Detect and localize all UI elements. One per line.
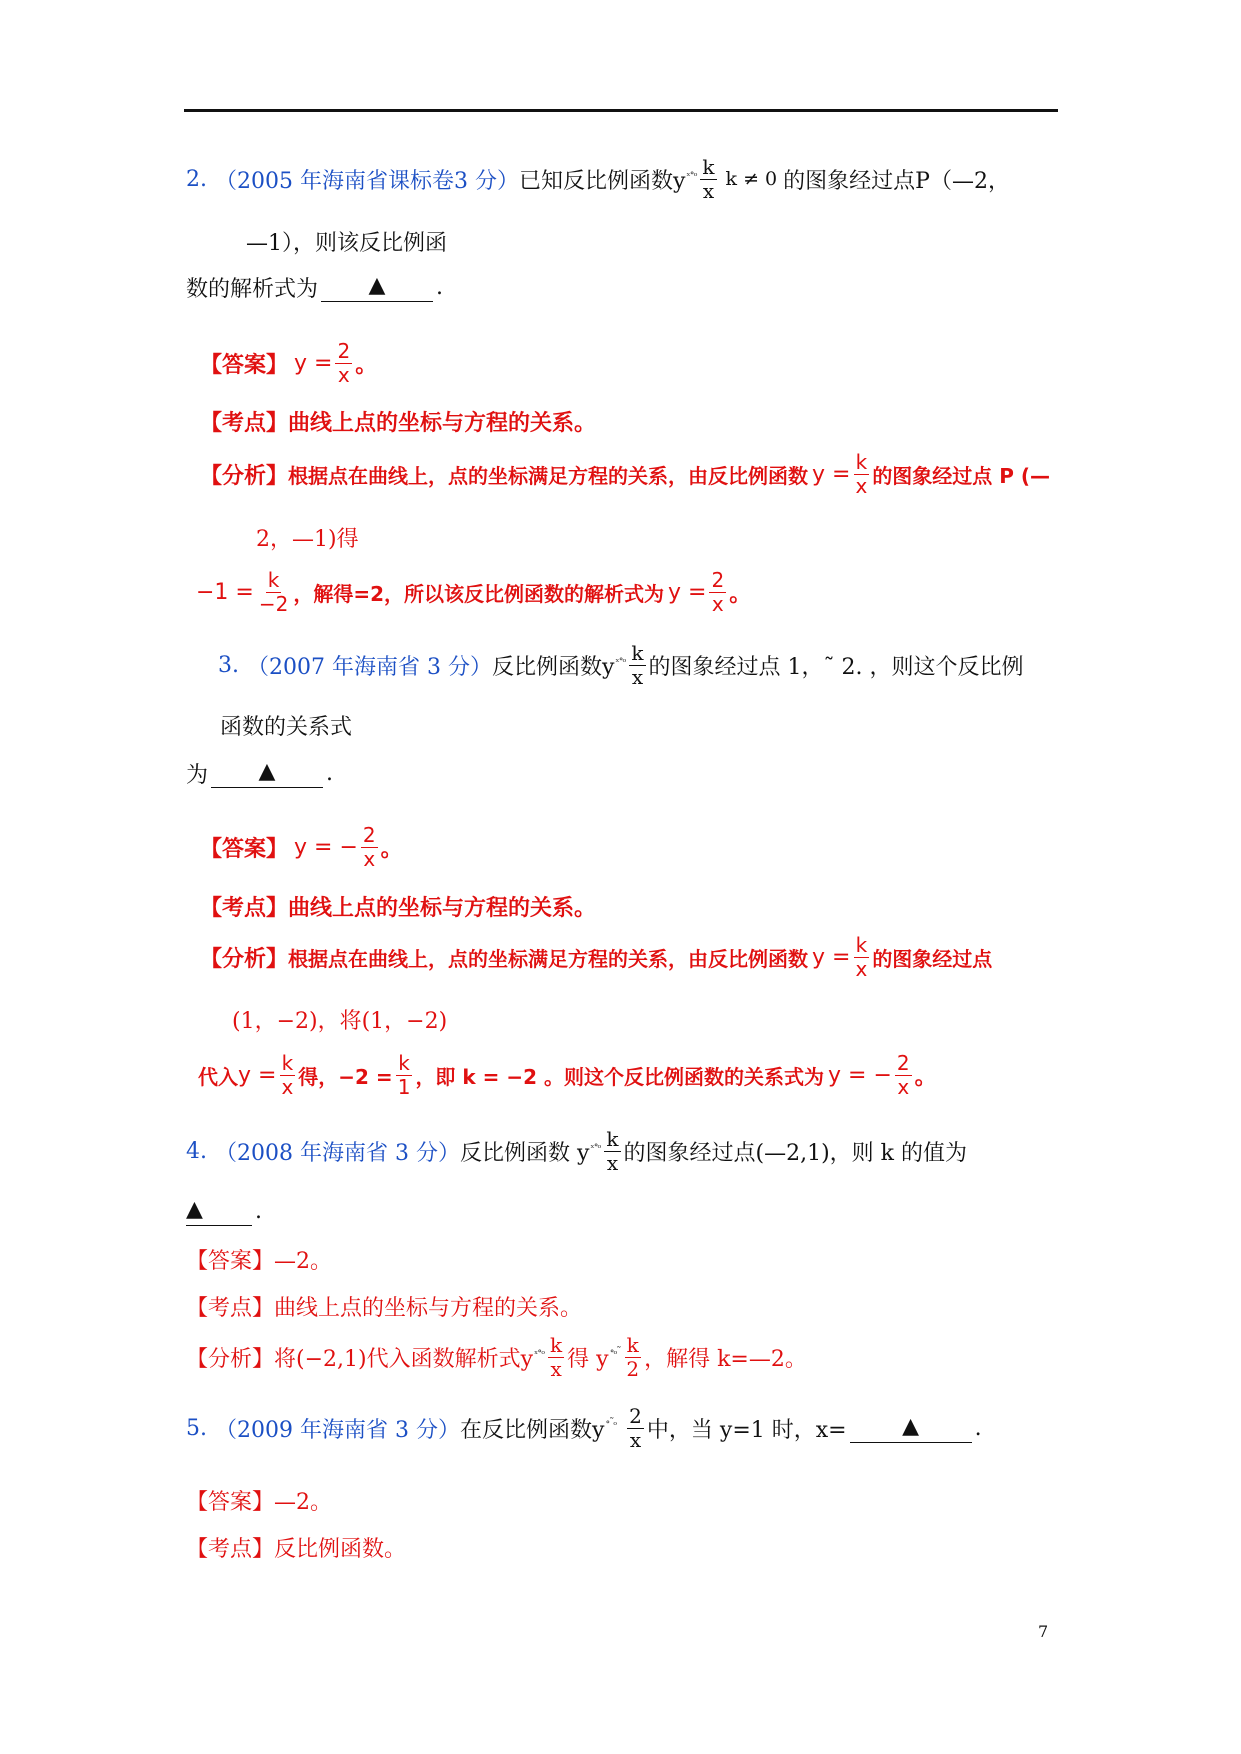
- q3-line3-text-a: 代入: [198, 1064, 238, 1089]
- q5-ocr-noise: ∘˜ₒ: [605, 1416, 617, 1428]
- q3-line3-den2: 1: [397, 1074, 411, 1099]
- q2-line3-eq: −1 =: [196, 579, 254, 605]
- q3-frac-den: x: [631, 664, 644, 689]
- q2-stem-line2: —1），则该反比例函: [246, 230, 447, 256]
- q5-stem-text-b: 中，当 y=1 时，x=: [646, 1417, 847, 1443]
- q2-stem-line3: [186, 258, 443, 316]
- q2-line3-num1: k: [267, 567, 280, 592]
- q3-line3-fraction3: [895, 1050, 912, 1099]
- q5-line-end: .: [974, 1415, 982, 1441]
- q2-line3-fraction2: [709, 567, 726, 616]
- q3-analysis-y: y =: [812, 944, 851, 970]
- q4-analysis-num2: k: [626, 1332, 639, 1357]
- triangle-marker-icon: ▲: [186, 1197, 203, 1223]
- q3-line3-end: .: [326, 760, 334, 786]
- analysis-tag: 【分析】: [200, 463, 289, 489]
- q2-answer-fraction: [335, 338, 352, 387]
- triangle-marker-icon: ▲: [902, 1414, 920, 1440]
- q2-analysis-text-a: 根据点在曲线上，点的坐标满足方程的关系，由反比例函数: [288, 463, 809, 488]
- q3-line3-fraction2: [396, 1050, 413, 1099]
- q5-source: （2009 年海南省 3 分）: [215, 1417, 460, 1443]
- q2-analysis: [200, 445, 1050, 503]
- q4-analysis-fraction1: [548, 1332, 564, 1381]
- q3-number: 3.: [218, 652, 239, 678]
- q3-answer-y: y = −: [294, 834, 358, 860]
- q3-analysis-fraction: [853, 932, 869, 981]
- q3-fraction: [629, 640, 645, 689]
- q3-keypoint-text: 曲线上点的坐标与方程的关系。: [288, 895, 597, 921]
- q3-frac-num: k: [631, 640, 644, 665]
- q2-analysis-line2: 2，—1)得: [256, 526, 359, 552]
- answer-tag: 【答案】: [186, 1248, 275, 1274]
- q2-answer-num: 2: [337, 338, 351, 363]
- q3-analysis-text-b: 的图象经过点: [872, 946, 993, 971]
- q3-line3-den3: x: [897, 1074, 910, 1099]
- q3-analysis: [200, 928, 992, 986]
- q2-stem: [186, 150, 1010, 208]
- analysis-tag: 【分析】: [186, 1346, 275, 1372]
- q4-keypoint: [186, 1277, 582, 1335]
- keypoint-tag: 【考点】: [186, 1536, 275, 1562]
- q2-analysis-y: y =: [812, 461, 851, 487]
- q4-analysis-text-c: ，解得 k=—2。: [644, 1346, 807, 1372]
- q4-answer-blank: [186, 1196, 252, 1226]
- q2-analysis-fraction: [853, 449, 869, 498]
- answer-tag: 【答案】: [200, 836, 289, 862]
- q2-line3-den2: x: [711, 591, 724, 616]
- q3-stem-line3: [186, 744, 333, 802]
- analysis-tag: 【分析】: [200, 946, 289, 972]
- q4-source: （2008 年海南省 3 分）: [215, 1140, 460, 1166]
- page-number: 7: [1038, 1622, 1049, 1641]
- q3-line3-y2: y = −: [828, 1062, 892, 1088]
- q4-analysis-text-b: 得 y: [567, 1346, 609, 1372]
- q2-condition: k ≠ 0: [725, 168, 778, 190]
- q3-analysis-line2: (1，−2)，将(1，−2): [232, 1008, 448, 1034]
- q3-stem: [218, 636, 1024, 694]
- q3-analysis-text-a: 根据点在曲线上，点的坐标满足方程的关系，由反比例函数: [288, 946, 809, 971]
- q2-line3-end: 。: [729, 581, 752, 607]
- q2-line3-text: ，解得=2，所以该反比例函数的解析式为: [293, 581, 665, 606]
- q3-line3-y1: y =: [238, 1062, 277, 1088]
- q3-answer-num: 2: [362, 822, 376, 847]
- q5-number: 5.: [186, 1415, 207, 1441]
- q2-answer-end: 。: [355, 352, 378, 378]
- q4-stem: [186, 1122, 967, 1180]
- q2-keypoint: [200, 392, 596, 450]
- q3-ocr-noise: ₓ∘ₒ: [615, 653, 626, 665]
- q4-frac-den: x: [606, 1150, 619, 1175]
- q2-analysis-text-b: 的图象经过点 P (—: [872, 463, 1051, 488]
- q5-frac-num: 2: [629, 1403, 642, 1428]
- q2-answer: [200, 334, 377, 392]
- q2-keypoint-text: 曲线上点的坐标与方程的关系。: [288, 410, 597, 436]
- q2-stem-text-a: 已知反比例函数y: [518, 168, 686, 194]
- q4-analysis-num1: k: [550, 1332, 563, 1357]
- q2-stem-text-c: 的图象经过点P（—2，: [783, 168, 1010, 194]
- q3-answer: [200, 818, 403, 876]
- q3-line3-num3: 2: [896, 1050, 910, 1075]
- q4-keypoint-text: 曲线上点的坐标与方程的关系。: [274, 1295, 583, 1321]
- keypoint-tag: 【考点】: [186, 1295, 275, 1321]
- q5-answer-text: —2。: [274, 1489, 333, 1515]
- q3-line3-text: 为: [186, 762, 209, 788]
- q5-fraction: [627, 1403, 644, 1452]
- answer-tag: 【答案】: [200, 352, 289, 378]
- q2-answer-y: y =: [294, 350, 333, 376]
- q5-keypoint-text: 反比例函数。: [274, 1536, 407, 1562]
- q2-analysis-den: x: [855, 473, 868, 498]
- q3-source: （2007 年海南省 3 分）: [247, 654, 492, 680]
- q2-frac-num: k: [702, 154, 715, 179]
- q3-keypoint: [200, 877, 596, 935]
- q5-keypoint: [186, 1518, 406, 1576]
- q4-stem-text-a: 反比例函数 y: [459, 1140, 590, 1166]
- q3-answer-end: 。: [380, 836, 403, 862]
- q3-stem-line2: 函数的关系式: [220, 714, 353, 740]
- q3-analysis-line3: [198, 1046, 937, 1104]
- q4-analysis-den1: x: [550, 1356, 562, 1381]
- q3-stem-text-a: 反比例函数y: [491, 654, 615, 680]
- q2-frac-den: x: [702, 178, 715, 203]
- triangle-marker-icon: ▲: [368, 273, 386, 299]
- q2-fraction: [700, 154, 716, 203]
- header-rule: [184, 109, 1058, 112]
- q3-line3-text-b: 得，−2 =: [298, 1064, 393, 1089]
- keypoint-tag: 【考点】: [200, 410, 289, 436]
- q2-analysis-num: k: [855, 449, 868, 474]
- triangle-marker-icon: ▲: [258, 759, 276, 785]
- q4-analysis-den2: 2: [626, 1356, 640, 1381]
- q5-frac-den: x: [629, 1427, 642, 1452]
- q3-line3-num2: k: [398, 1050, 410, 1075]
- q4-fraction: [604, 1126, 620, 1175]
- q4-analysis-fraction2: [624, 1332, 641, 1381]
- q5-stem-text-a: 在反比例函数y: [459, 1417, 605, 1443]
- q2-answer-blank: [321, 272, 433, 302]
- q5-answer-blank: [850, 1413, 972, 1443]
- q3-line3-end: 。: [914, 1064, 937, 1090]
- q5-stem: [186, 1399, 982, 1457]
- q3-answer-blank: [211, 758, 323, 788]
- q2-answer-den: x: [337, 362, 350, 387]
- q4-number: 4.: [186, 1138, 207, 1164]
- q4-frac-num: k: [606, 1126, 619, 1151]
- keypoint-tag: 【考点】: [200, 895, 289, 921]
- q2-ocr-noise: ₓ∘ₒ: [686, 167, 697, 179]
- q2-source: （2005 年海南省课标卷3 分）: [215, 168, 519, 194]
- q3-stem-text-b: 的图象经过点 1，˜ 2. ，则这个反比例: [648, 654, 1024, 680]
- q4-analysis-noise: ₓ∘ₒ: [534, 1345, 545, 1357]
- q3-answer-den: x: [363, 846, 376, 871]
- q3-analysis-den: x: [855, 956, 868, 981]
- q4-analysis-noise2: ∘ₒ˜: [609, 1345, 621, 1357]
- answer-tag: 【答案】: [186, 1489, 275, 1515]
- q2-line3-fraction1: [257, 567, 290, 616]
- q2-analysis-line3: [196, 563, 751, 621]
- q2-line3-text: 数的解析式为: [186, 276, 319, 302]
- q4-answer-text: —2。: [274, 1248, 333, 1274]
- q2-number: 2.: [186, 166, 207, 192]
- q2-line3-y: y =: [668, 579, 707, 605]
- q3-line3-den1: x: [281, 1074, 294, 1099]
- q4-analysis-text-a: 将(−2,1)代入函数解析式y: [274, 1346, 534, 1372]
- q3-line3-fraction1: [279, 1050, 295, 1099]
- q4-stem-text-b: 的图象经过点(—2,1)，则 k 的值为: [623, 1140, 968, 1166]
- q3-answer-fraction: [361, 822, 378, 871]
- q3-analysis-num: k: [855, 932, 868, 957]
- q2-line3-den1: −2: [258, 591, 289, 616]
- q4-analysis: [186, 1328, 807, 1386]
- q3-line3-num1: k: [281, 1050, 294, 1075]
- q4-line2-end: .: [255, 1198, 262, 1224]
- q2-line3-num2: 2: [711, 567, 725, 592]
- q3-line3-text-c: ，即 k = −2 。则这个反比例函数的关系式为: [415, 1064, 825, 1089]
- q2-line3-end: .: [436, 274, 444, 300]
- q4-ocr-noise: ₓ∘ₒ: [590, 1139, 601, 1151]
